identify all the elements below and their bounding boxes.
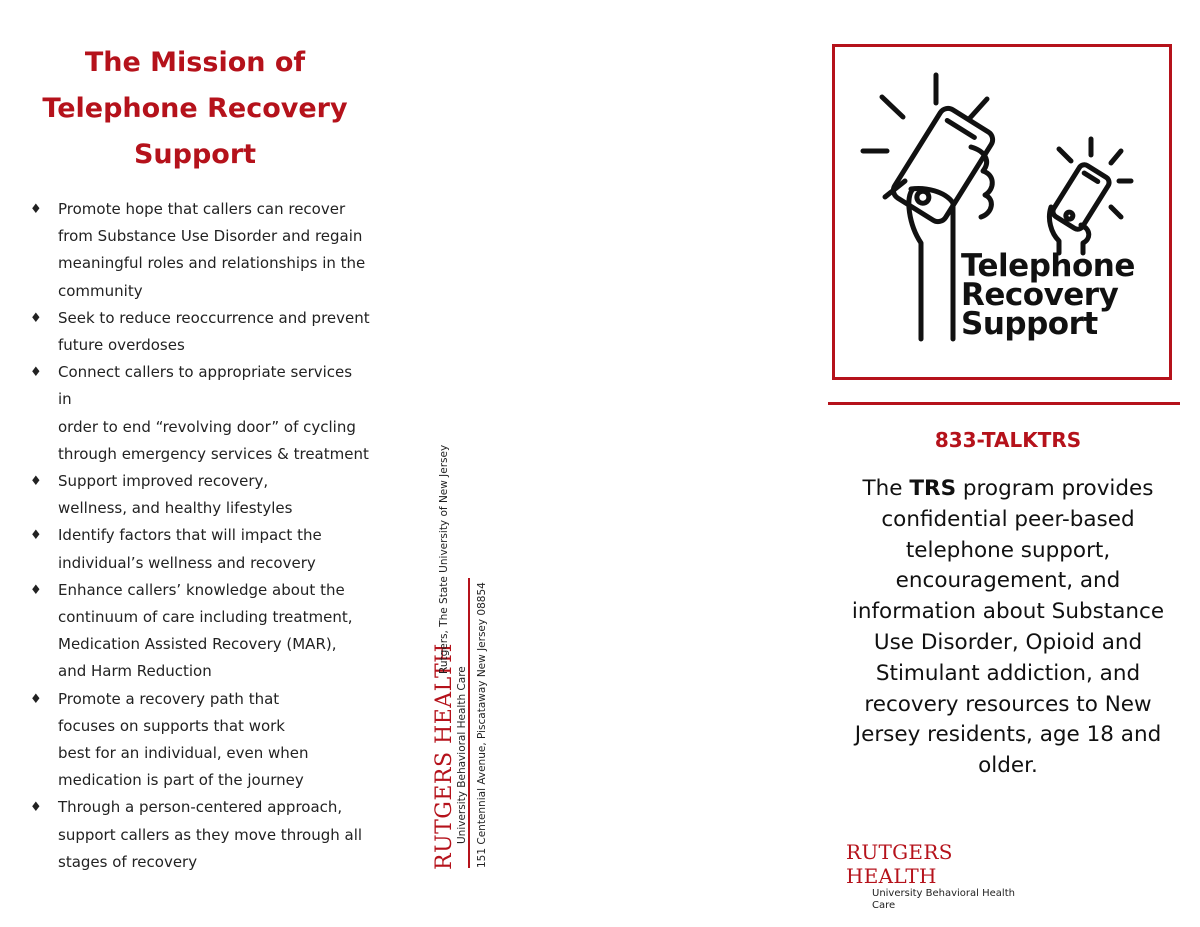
mission-bullet-8 xyxy=(30,794,370,876)
bullet-line: order to end “revolving door” of cycling xyxy=(58,417,356,436)
strip-red-rule xyxy=(468,578,470,868)
strip-address: 151 Centennial Avenue, Piscataway New Jersey 08854 xyxy=(476,582,488,868)
bullet-line: Through a person-centered approach, xyxy=(58,798,343,817)
bullet-line: support callers as they move through all xyxy=(58,825,363,844)
bullet-line: Connect callers to appropriate services in xyxy=(58,363,353,409)
mission-bullet-4 xyxy=(30,468,370,522)
rutgers-health-wordmark: RUTGERS HEALTH xyxy=(846,840,953,888)
strip-rutgers-health-logo: RUTGERS HEALTH xyxy=(432,643,457,870)
mission-bullet-list xyxy=(30,196,370,876)
diamond-bullet-icon: ♦ xyxy=(30,528,42,544)
bullet-line: wellness, and healthy lifestyles xyxy=(58,499,293,518)
description-body: program provides confidential peer-based telephone support, encouragement, and information about Substance Use Disorder, Opioid and Stimulant addiction, and recovery resources to New Jersey residents, age 18 and older. xyxy=(851,476,1165,779)
bullet-line: Identify factors that will impact the xyxy=(58,526,322,545)
diamond-bullet-icon: ♦ xyxy=(30,474,42,490)
bullet-line: continuum of care including treatment, xyxy=(58,608,353,627)
strip-university-name: Rutgers, The State University of New Jersey xyxy=(438,444,450,674)
bullet-line: from Substance Use Disorder and regain xyxy=(58,227,363,246)
bullet-line: and Harm Reduction xyxy=(58,662,212,681)
diamond-bullet-icon: ♦ xyxy=(30,202,42,217)
mission-title-line-2: Telephone Recovery xyxy=(42,93,348,124)
diamond-bullet-icon: ♦ xyxy=(30,691,42,707)
mission-bullet-3 xyxy=(30,359,370,468)
description-prefix: The xyxy=(862,476,910,501)
mission-bullet-5 xyxy=(30,522,370,576)
mission-title-line-3: Support xyxy=(133,139,257,170)
bullet-line: focuses on supports that work xyxy=(58,716,285,735)
bullet-line: medication is part of the journey xyxy=(58,771,304,790)
bullet-line: community xyxy=(58,281,143,300)
logo-word-support: Support xyxy=(961,306,1098,342)
program-description xyxy=(850,474,1166,782)
bullet-line: Seek to reduce reoccurrence and prevent xyxy=(58,308,370,327)
bullet-line: meaningful roles and relationships in the xyxy=(58,254,366,273)
mission-title-line-1: The Mission of xyxy=(84,47,306,78)
red-divider xyxy=(828,402,1180,405)
bullet-line: future overdoses xyxy=(58,336,185,355)
bullet-line: Promote a recovery path that xyxy=(58,689,280,708)
trs-acronym: TRS xyxy=(909,476,957,501)
bullet-line: Promote hope that callers can recover xyxy=(58,200,346,218)
bullet-line: Enhance callers’ knowledge about the xyxy=(58,580,345,599)
rutgers-health-logo xyxy=(846,840,1036,912)
trs-logo-box xyxy=(832,44,1172,380)
bullet-line: best for an individual, even when xyxy=(58,744,309,763)
rutgers-health-subtitle: University Behavioral Health Care xyxy=(872,888,1015,911)
phone-number: 833-TALKTRS xyxy=(934,428,1082,452)
mission-bullet-1 xyxy=(30,196,370,305)
logo-wordmark xyxy=(961,248,1135,342)
diamond-bullet-icon: ♦ xyxy=(30,800,42,816)
logo-word-telephone: Telephone xyxy=(961,248,1135,284)
diamond-bullet-icon: ♦ xyxy=(30,365,42,381)
mission-title xyxy=(30,40,360,178)
bullet-line: individual’s wellness and recovery xyxy=(58,553,316,572)
bullet-line: Support improved recovery, xyxy=(58,472,269,491)
strip-logo-subtitle: University Behavioral Health Care xyxy=(456,666,468,844)
diamond-bullet-icon: ♦ xyxy=(30,310,42,326)
bullet-line: through emergency services & treatment xyxy=(58,444,369,463)
mission-bullet-7 xyxy=(30,686,370,795)
mission-bullet-2 xyxy=(30,305,370,359)
bullet-line: stages of recovery xyxy=(58,852,198,871)
mission-bullet-6 xyxy=(30,577,370,686)
diamond-bullet-icon: ♦ xyxy=(30,582,42,598)
logo-word-recovery: Recovery xyxy=(961,277,1119,313)
bullet-line: Medication Assisted Recovery (MAR), xyxy=(58,635,337,654)
